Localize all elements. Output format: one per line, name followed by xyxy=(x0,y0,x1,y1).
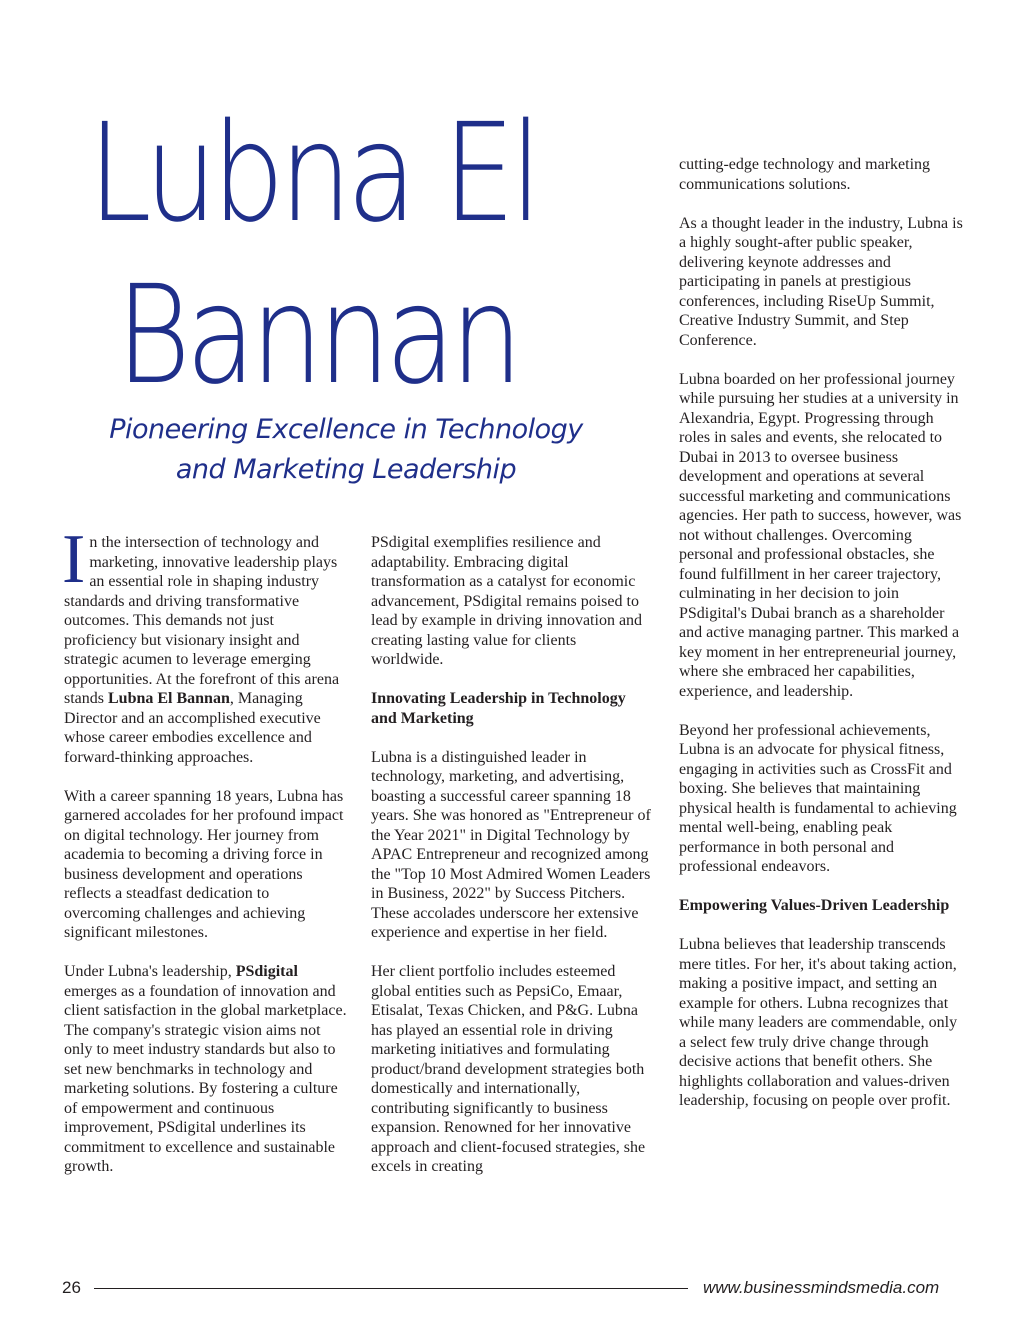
drop-cap: I xyxy=(62,521,86,598)
footer-url[interactable]: www.businessmindsmedia.com xyxy=(703,1278,940,1297)
column-2 xyxy=(371,533,651,1196)
paragraph xyxy=(64,962,349,1177)
footer-divider xyxy=(94,1288,688,1289)
subtitle-line-1: Pioneering Excellence in Technology xyxy=(109,414,583,445)
paragraph: Lubna is a distinguished leader in technology, marketing, and advertising, boasting a successful career spanning 18 years. She was honored as "Entrepreneur of the Year 2021" in Digital Technology by APAC Entrepreneur and recognized among the "Top 10 Most Admired Women Leaders in Business, 2022" by Success Pitchers. These accolades underscore her extensive experience and expertise in her field. xyxy=(371,748,651,941)
company-name: PSdigital xyxy=(235,963,298,980)
paragraph-start: Under Lubna's leadership, xyxy=(64,963,236,980)
intro-paragraph xyxy=(62,521,349,767)
section-heading: Innovating Leadership in Technology and Marketing xyxy=(371,690,626,727)
paragraph: Lubna believes that leadership transcends mere titles. For her, it's about taking action, making a positive impact, and setting an example for others. Lubna recognizes that while many leaders are commendable, only a select few truly drive change through decisive actions that benefit others. She highlights collaboration and values-driven leadership, focusing on people over profit. xyxy=(679,936,958,1109)
article-subtitle xyxy=(96,410,596,490)
column-3 xyxy=(679,155,964,1130)
subtitle-line-2: and Marketing Leadership xyxy=(175,454,517,485)
section-heading: Empowering Values-Driven Leadership xyxy=(679,897,950,914)
page-number: 26 xyxy=(62,1278,81,1297)
column-1 xyxy=(62,521,349,1196)
intro-text-end: , Managing Director and an accomplished executive whose career embodies excellence and forward-thinking approaches. xyxy=(64,690,321,766)
intro-text: n the intersection of technology and marketing, innovative leadership plays an essential role in shaping industry standards and driving transformative outcomes. This demands not just proficiency but visionary insight and strategic acumen to leverage emerging opportunities. At the forefront of this arena stands xyxy=(64,534,340,707)
paragraph: With a career spanning 18 years, Lubna has garnered accolades for her profound impact on digital technology. Her journey from academia to becoming a driving force in business development and operations reflects a steadfast dedication to overcoming challenges and achieving significant milestones. xyxy=(64,787,344,941)
title-line-1: Lubna El xyxy=(88,95,537,253)
paragraph: cutting-edge technology and marketing communications solutions. xyxy=(679,156,931,193)
paragraph: Beyond her professional achievements, Lubna is an advocate for physical fitness, engaging in activities such as CrossFit and boxing. She believes that maintaining physical health is fundamental to achieving mental well-being, enabling peak performance in both personal and professional endeavors. xyxy=(679,721,957,875)
paragraph: As a thought leader in the industry, Lubna is a highly sought-after public speaker, delivering keynote addresses and participating in panels at prestigious conferences, including RiseUp Summit, Creative Industry Summit, and Step Conference. xyxy=(679,214,963,349)
paragraph: Lubna boarded on her professional journey while pursuing her studies at a university in Alexandria, Egypt. Progressing through roles in sales and events, she relocated to Dubai in 2013 to oversee business development and operations at several successful marketing and communications agencies. Her path to success, however, was not without challenges. Overcoming personal and professional obstacles, she found fulfillment in her career trajectory, culminating in her decision to join PSdigital's Dubai branch as a shareholder and active managing partner. This marked a key moment in her entrepreneurial journey, where she embraced her capabilities, experience, and leadership. xyxy=(679,370,962,700)
title-line-2: Bannan xyxy=(116,257,518,415)
intro-name: Lubna El Bannan xyxy=(108,690,230,707)
paragraph: PSdigital exemplifies resilience and adaptability. Embracing digital transformation as a catalyst for economic advancement, PSdigital remains poised to lead by example in driving innovation and creating lasting value for clients worldwide. xyxy=(371,534,643,668)
paragraph: Her client portfolio includes esteemed global entities such as PepsiCo, Emaar, Etisalat, Texas Chicken, and P&G. Lubna has played an essential role in driving marketing initiatives and formulating product/brand development strategies both domestically and internationally, contributing significantly to business expansion. Renowned for her innovative approach and client-focused strategies, she excels in creating xyxy=(371,963,646,1175)
paragraph-end: emerges as a foundation of innovation and client satisfaction in the global marketplace. The company's strategic vision aims not only to meet industry standards but also to set new benchmarks in technology and marketing solutions. By fostering a culture of empowerment and continuous improvement, PSdigital underlines its commitment to excellence and sustainable growth. xyxy=(64,982,347,1175)
